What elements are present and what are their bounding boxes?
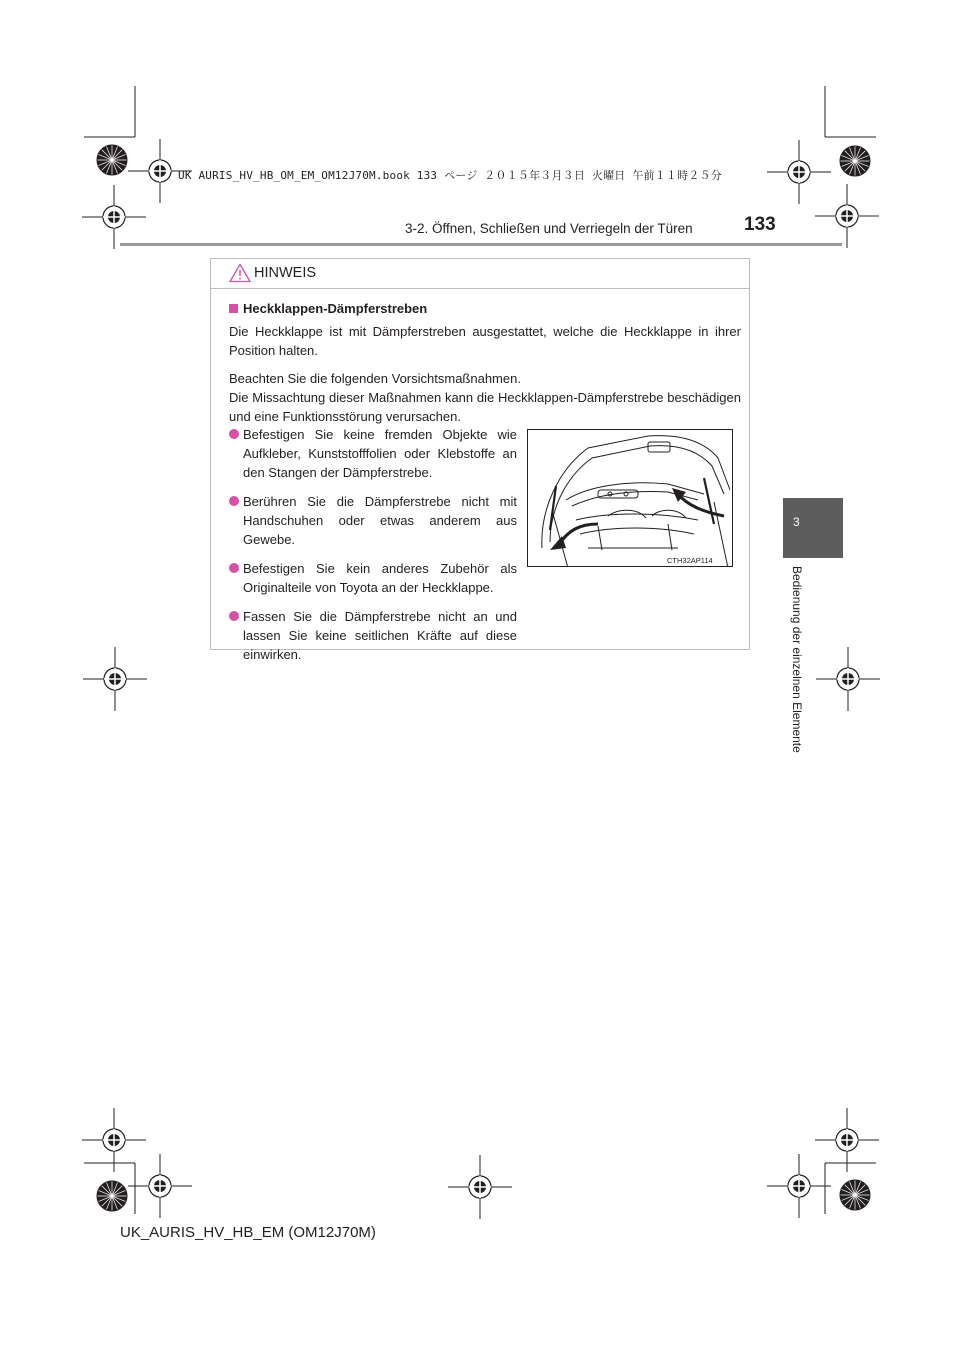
open-tailgate-drawing (528, 430, 733, 567)
notice-box (210, 258, 750, 662)
bullet-dot-icon (229, 429, 239, 439)
section-title (229, 301, 427, 316)
square-bullet-icon (229, 304, 238, 313)
paragraph-precautions-line1: Beachten Sie die folgenden Vorsichtsmaßnahmen. (229, 371, 521, 386)
paragraph-precautions-line2: Die Missachtung dieser Maßnahmen kann die Heckklappen-Dämpferstrebe beschädigen und eine Funktionsstörung verursachen. (229, 390, 741, 424)
list-item-text: Befestigen Sie kein anderes Zubehör als Originalteile von Toyota an der Heckklappe. (243, 561, 517, 595)
chapter-side-label-text: Bedienung der einzelnen Elemente (790, 566, 804, 753)
list-item (229, 425, 517, 482)
paragraph-intro: Die Heckklappe ist mit Dämpferstreben ausgestattet, welche die Heckklappe in ihrer Position halten. (229, 324, 741, 358)
header-rule (120, 243, 842, 246)
notice-header (211, 259, 749, 289)
page-number: 133 (744, 214, 776, 235)
chapter-tab-number: 3 (793, 515, 800, 529)
section-header-title: 3-2. Öffnen, Schließen und Verriegeln der Türen (405, 221, 693, 236)
chapter-side-label (788, 566, 808, 776)
list-item (229, 492, 517, 549)
notice-label: HINWEIS (254, 265, 317, 281)
chapter-tab (783, 498, 843, 558)
warning-triangle-icon (229, 263, 251, 283)
list-item (229, 559, 517, 597)
print-info-line: UK AURIS_HV_HB_OM_EM_OM12J70M.book 133 ページ ２０１５年３月３日 火曜日 午前１１時２５分 (178, 169, 722, 182)
list-item (229, 607, 517, 664)
tailgate-strut-illustration (527, 429, 733, 567)
list-item-text: Befestigen Sie keine fremden Objekte wie Aufkleber, Kunststofffolien oder Klebstoffe an den Stangen der Dämpferstrebe. (243, 427, 517, 480)
list-item-text: Berühren Sie die Dämpferstrebe nicht mit Handschuhen oder etwas anderem aus Gewebe. (243, 494, 517, 547)
footer-document-id: UK_AURIS_HV_HB_EM (OM12J70M) (120, 1224, 376, 1241)
precaution-list (229, 425, 517, 674)
section-title-text: Heckklappen-Dämpferstreben (243, 301, 428, 316)
bullet-dot-icon (229, 563, 239, 573)
list-item-text: Fassen Sie die Dämpferstrebe nicht an und lassen Sie keine seitlichen Kräfte auf diese einwirken. (243, 609, 517, 662)
figure-code: CTH32AP114 (667, 556, 713, 565)
bullet-dot-icon (229, 611, 239, 621)
bullet-dot-icon (229, 496, 239, 506)
